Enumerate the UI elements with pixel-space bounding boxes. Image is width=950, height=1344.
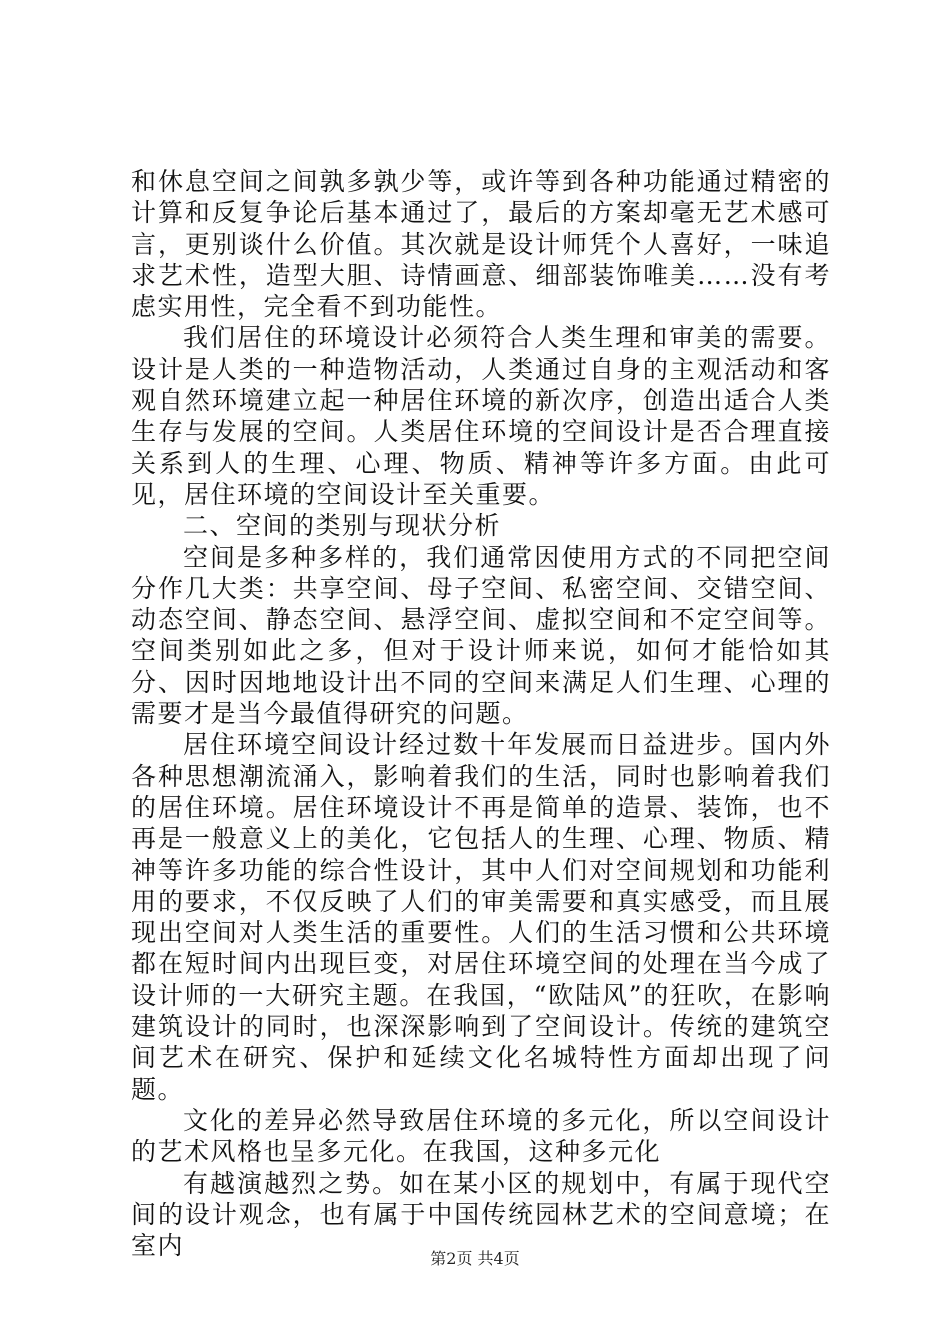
paragraph-1: 和休息空间之间孰多孰少等，或许等到各种功能通过精密的计算和反复争论后基本通过了，最后的方案却毫无艺术感可言，更别谈什么价值。其次就是设计师凭个人喜好，一味追求艺术性，造型大胆、诗情画意、细部装饰唯美……没有考虑实用性，完全看不到功能性。 (131, 167, 831, 322)
paragraph-2: 我们居住的环境设计必须符合人类生理和审美的需要。设计是人类的一种造物活动，人类通过自身的主观活动和客观自然环境建立起一种居住环境的新次序，创造出适合人类生存与发展的空间。人类居住环境的空间设计是否合理直接关系到人的生理、心理、物质、精神等许多方面。由此可见，居住环境的空间设计至关重要。 (131, 323, 831, 509)
paragraph-4: 居住环境空间设计经过数十年发展而日益进步。国内外各种思想潮流涌入，影响着我们的生活，同时也影响着我们的居住环境。居住环境设计不再是简单的造景、装饰，也不再是一般意义上的美化，它包括人的生理、心理、物质、精神等许多功能的综合性设计，其中人们对空间规划和功能利用的要求，不仅反映了人们的审美需要和真实感受，而且展现出空间对人类生活的重要性。人们的生活习惯和公共环境都在短时间内出现巨变，对居住环境空间的处理在当今成了设计师的一大研究主题。在我国，“欧陆风”的狂吹，在影响建筑设计的同时，也深深影响到了空间设计。传统的建筑空间艺术在研究、保护和延续文化名城特性方面却出现了问题。 (131, 730, 831, 1104)
paragraph-5: 文化的差异必然导致居住环境的多元化，所以空间设计的艺术风格也呈多元化。在我国，这种多元化 (131, 1105, 831, 1167)
paragraph-3: 空间是多种多样的，我们通常因使用方式的不同把空间分作几大类：共享空间、母子空间、私密空间、交错空间、动态空间、静态空间、悬浮空间、虚拟空间和不定空间等。空间类别如此之多，但对于设计师来说，如何才能恰如其分、因时因地地设计出不同的空间来满足人们生理、心理的需要才是当今最值得研究的问题。 (131, 542, 831, 729)
paragraph-6: 有越演越烈之势。如在某小区的规划中，有属于现代空间的设计观念，也有属于中国传统园林艺术的空间意境；在室内 (131, 1168, 831, 1261)
section-heading: 二、空间的类别与现状分析 (183, 511, 502, 541)
page-footer: 第2页 共4页 (430, 1249, 520, 1268)
document-body (131, 166, 831, 1261)
